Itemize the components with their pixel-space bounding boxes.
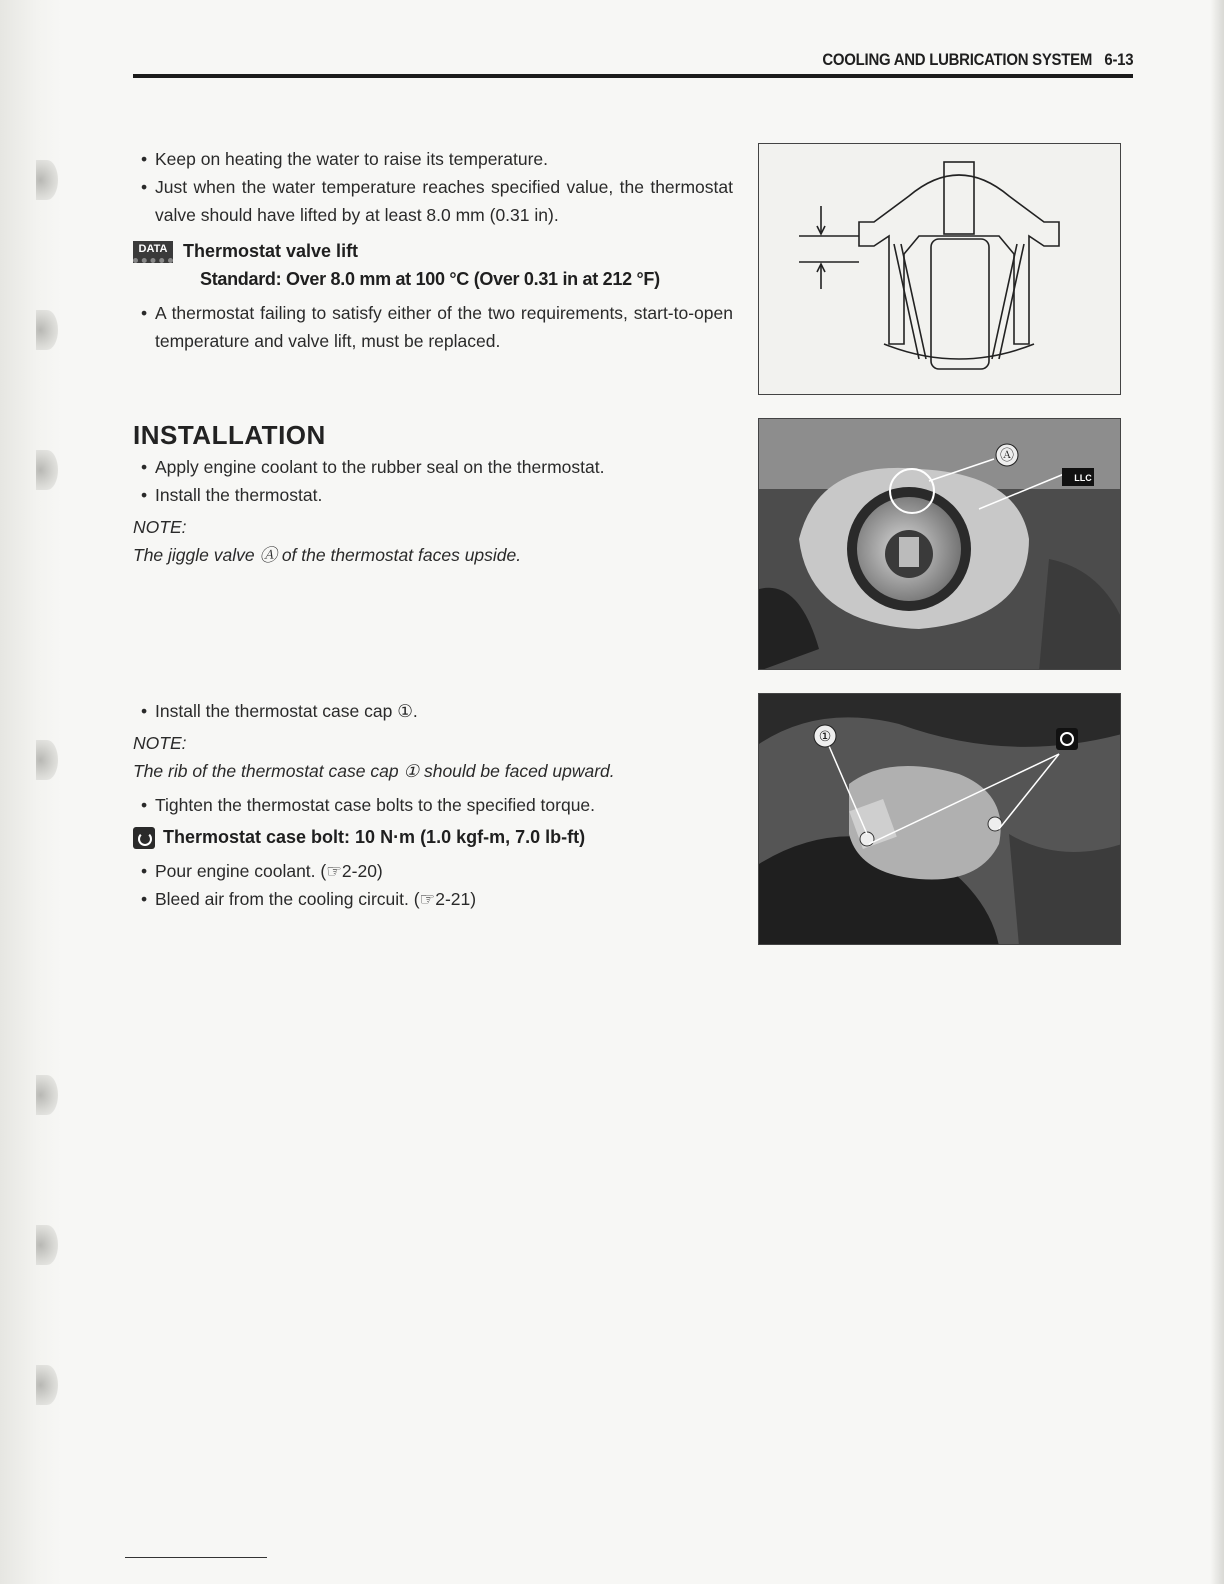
page-number: 6-13 <box>1104 50 1133 69</box>
jiggle-valve-photo <box>758 418 1121 670</box>
note-label: NOTE: <box>133 733 187 753</box>
step-install-cap: • Install the thermostat case cap ①. <box>133 697 733 725</box>
binder-hole <box>36 1365 58 1405</box>
binder-hole <box>36 450 58 490</box>
binder-hole <box>36 740 58 780</box>
header-rule <box>133 74 1133 78</box>
data-icon: DATA <box>133 241 173 263</box>
header-title <box>822 50 1133 70</box>
binder-hole <box>36 160 58 200</box>
callout-1: ① <box>818 729 832 745</box>
valve-lift-section <box>133 145 733 355</box>
spec-torque <box>133 823 733 851</box>
torque-text: Thermostat case bolt: 10 N·m (1.0 kgf-m, 7.0 lb-ft) <box>163 827 586 847</box>
page-header <box>133 50 1133 78</box>
thermostat-diagram <box>758 143 1121 395</box>
note-text: The jiggle valve Ⓐ of the thermostat faces upside. <box>133 545 522 565</box>
page-edge <box>1210 0 1224 1584</box>
spec-title: Thermostat valve lift <box>183 241 359 261</box>
torque-wrench-icon <box>133 827 155 849</box>
binder-hole <box>36 310 58 350</box>
footer-line <box>125 1557 267 1558</box>
case-cap-photo <box>758 693 1121 945</box>
step-coolant-seal: • Apply engine coolant to the rubber seal on the thermostat. <box>133 453 733 481</box>
step-install-thermostat: • Install the thermostat. <box>133 481 733 509</box>
spec-standard: Standard: Over 8.0 mm at 100 °C (Over 0.31 in at 212 °F) <box>200 269 660 289</box>
llc-tag: LLC <box>1074 473 1092 483</box>
cap-section <box>133 697 733 913</box>
step-lift-check: • Just when the water temperature reaches specified value, the thermostat valve should have lifted by at least 8.0 mm (0.31 in). <box>133 173 733 229</box>
section-heading: INSTALLATION <box>133 420 326 450</box>
binder-edge <box>0 0 62 1584</box>
note-label: NOTE: <box>133 517 187 537</box>
binder-hole <box>36 1225 58 1265</box>
step-tighten: • Tighten the thermostat case bolts to the specified torque. <box>133 791 733 819</box>
spec-valve-lift <box>133 237 733 265</box>
note-text: The rib of the thermostat case cap ① should be faced upward. <box>133 761 615 781</box>
step-replace: • A thermostat failing to satisfy either of the two requirements, start-to-open temperature and valve lift, must be replaced. <box>133 299 733 355</box>
step-bleed-air: • Bleed air from the cooling circuit. (☞2-21) <box>133 885 733 913</box>
binder-hole <box>36 1075 58 1115</box>
step-pour-coolant: • Pour engine coolant. (☞2-20) <box>133 857 733 885</box>
callout-a: Ⓐ <box>1000 448 1014 464</box>
installation-section <box>133 420 733 569</box>
torque-wrench-icon <box>1056 728 1078 750</box>
step-heat: • Keep on heating the water to raise its temperature. <box>133 145 733 173</box>
section-title: COOLING AND LUBRICATION SYSTEM <box>822 50 1092 69</box>
